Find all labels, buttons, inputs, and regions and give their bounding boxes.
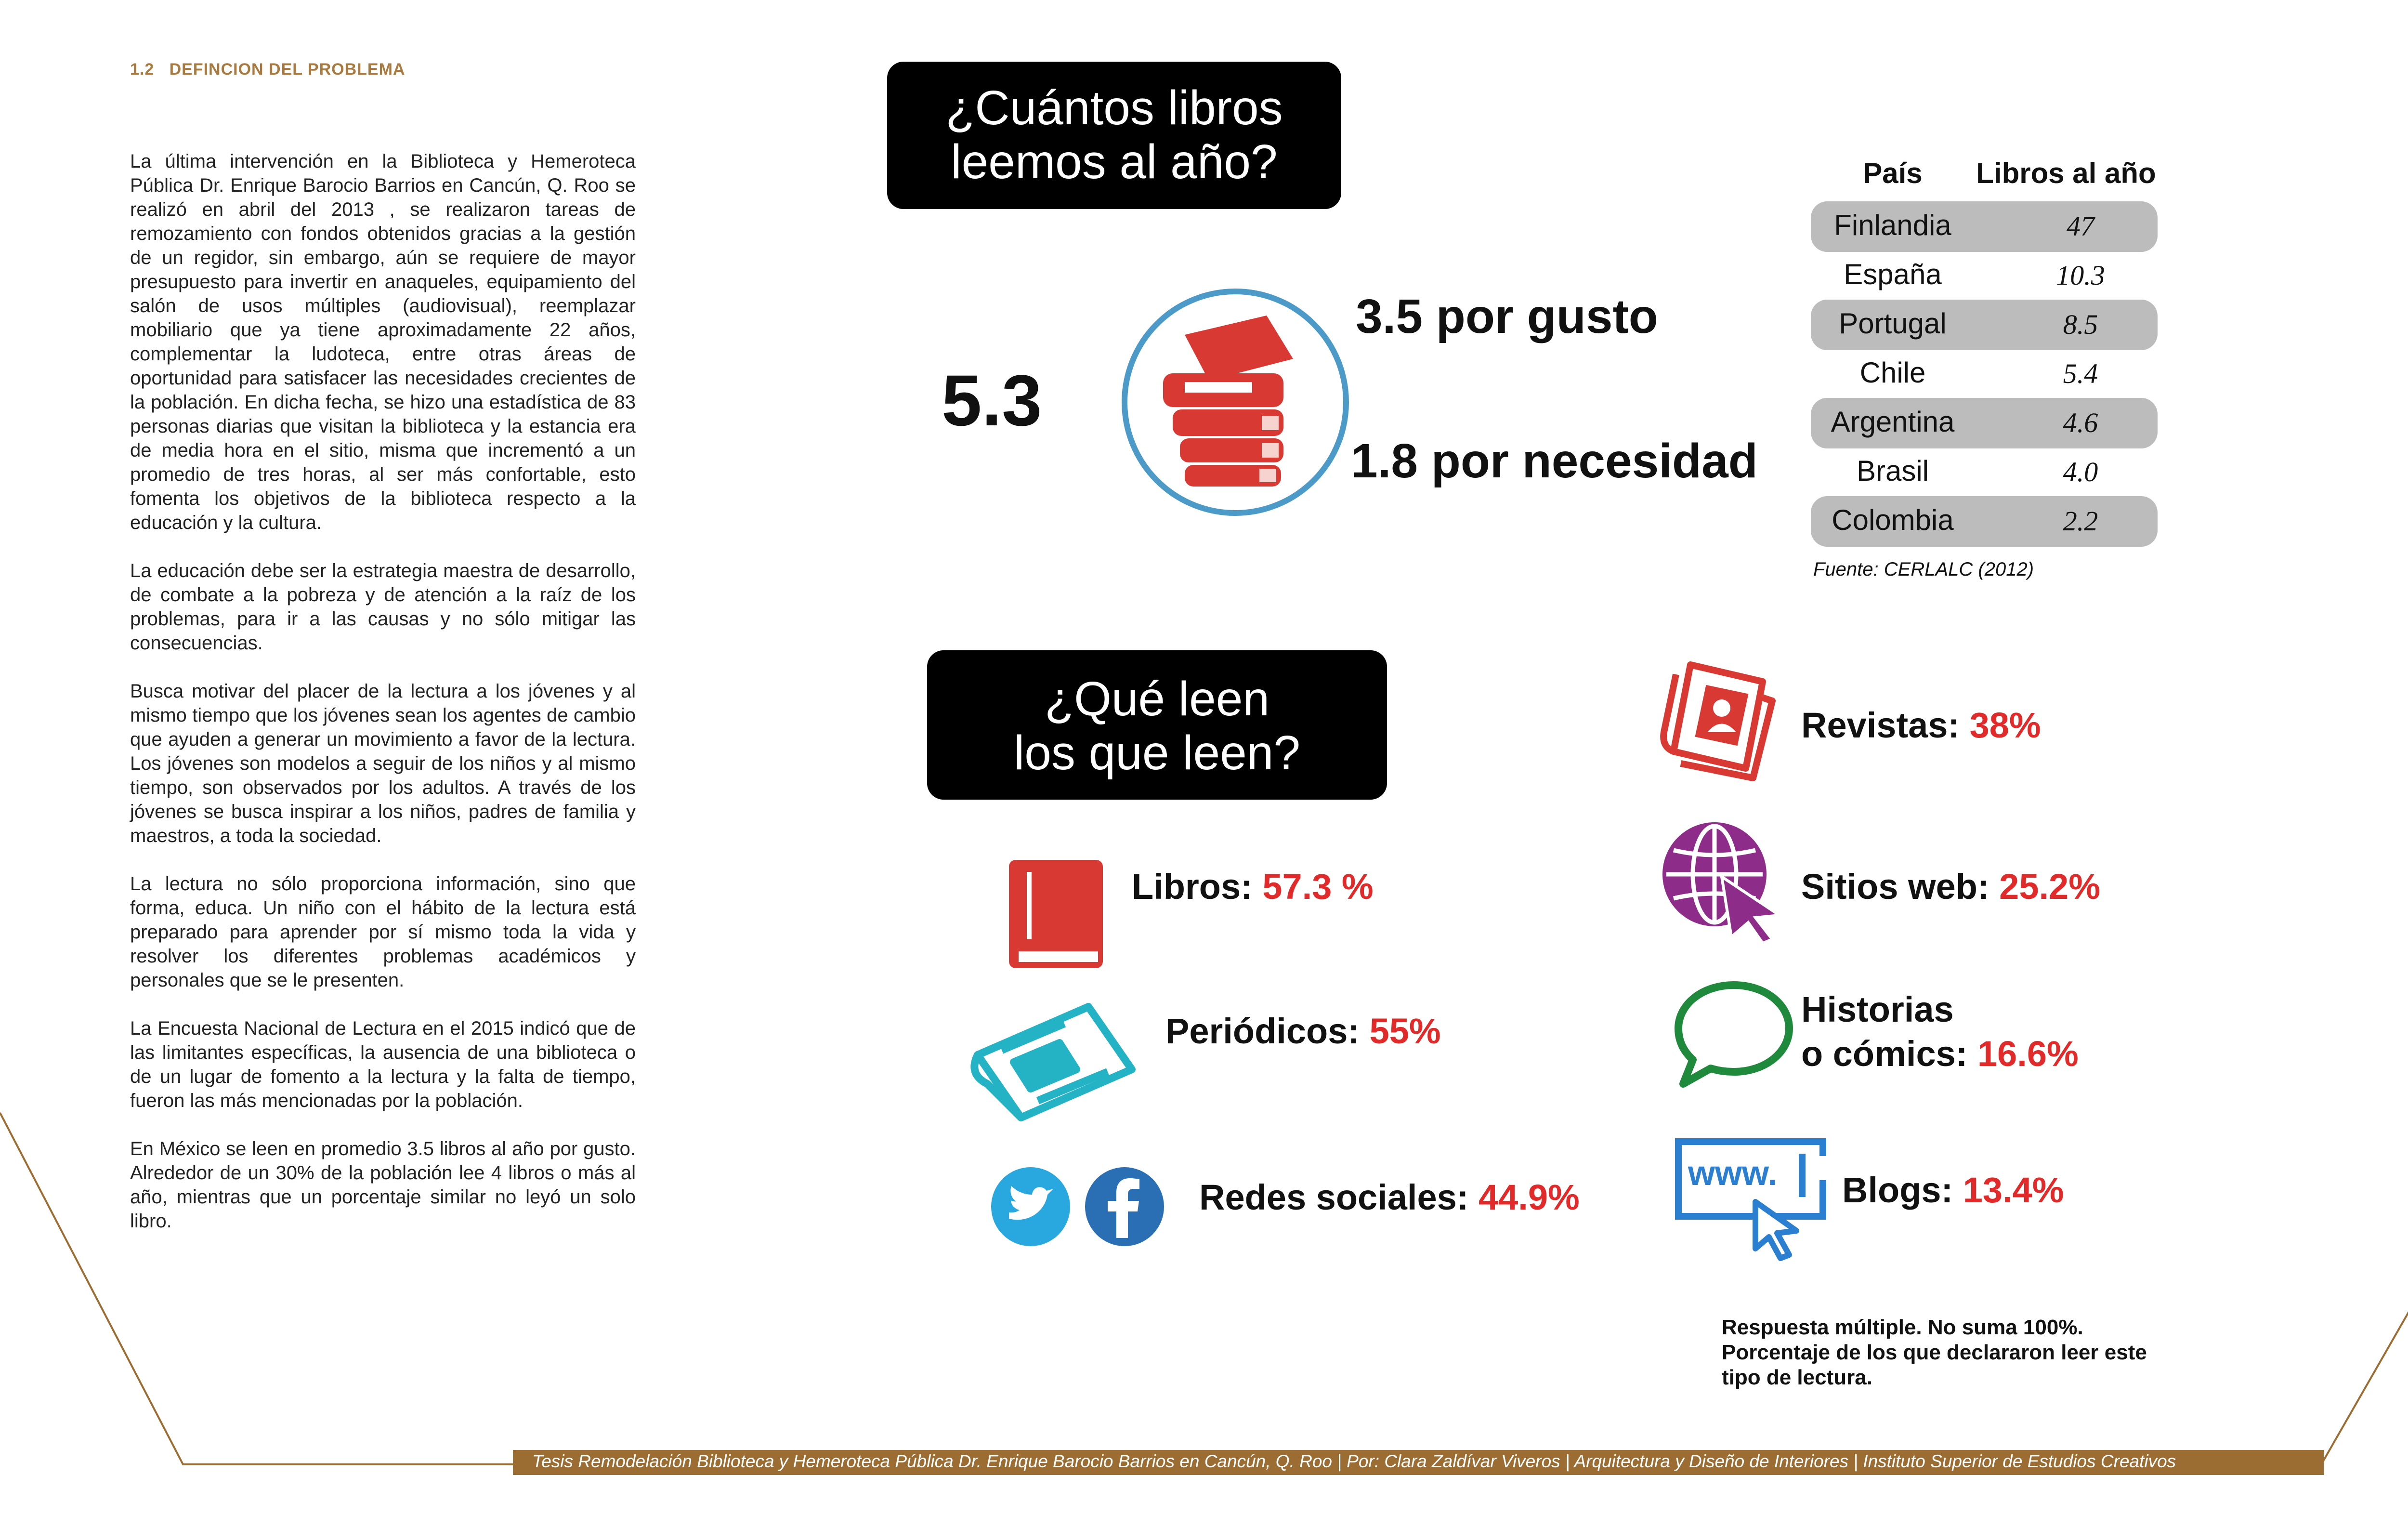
- table-row: [1811, 447, 2158, 498]
- table-cell-country: España: [1844, 258, 1942, 290]
- category-percent: 13.4%: [1963, 1170, 2064, 1210]
- category-percent: 25.2%: [1999, 867, 2100, 907]
- paragraph: La Encuesta Nacional de Lectura en el 2015 indicó que de las limitantes específicas, la ausencia de una biblioteca o de un lugar de fomento a la lectura y la falta de tiempo, fueron las más mencionadas por la población.: [130, 1018, 636, 1111]
- category-label: Blogs:: [1842, 1170, 1953, 1210]
- books-by-need: 1.8 por necesidad: [1351, 434, 1758, 488]
- category-label: Redes sociales:: [1199, 1177, 1469, 1217]
- category-label: Revistas:: [1801, 705, 1960, 745]
- title-line: leemos al año?: [951, 135, 1278, 189]
- body-text: [130, 149, 636, 1257]
- category-percent: 16.6%: [1977, 1034, 2079, 1074]
- table-row: [1811, 349, 2158, 399]
- category-revistas: [1801, 703, 2041, 748]
- title-line: los que leen?: [1014, 726, 1300, 780]
- facebook-icon: [1084, 1166, 1165, 1248]
- table-row: [1811, 300, 2158, 350]
- section-heading: [130, 60, 405, 79]
- category-label: o cómics:: [1801, 1034, 1968, 1074]
- section-number: 1.2: [130, 60, 155, 79]
- footer-text: Tesis Remodelación Biblioteca y Hemeroteca Pública Dr. Enrique Barocio Barrios en Cancún, Q. Roo | Por: Clara Zaldívar Viveros | Arquitectura y Diseño de Interiores | Instituto Superior de Estudios Creativos: [532, 1451, 2176, 1471]
- table-cell-value: 4.6: [2063, 407, 2098, 438]
- books-by-taste: 3.5 por gusto: [1356, 290, 1658, 343]
- globe-cursor-icon: [1659, 819, 1784, 944]
- www-cursor-icon: [1674, 1137, 1832, 1267]
- table-cell-country: Portugal: [1839, 307, 1947, 340]
- twitter-icon: [990, 1166, 1072, 1248]
- table-header-books: Libros al año: [1976, 157, 2156, 189]
- title-line: ¿Cuántos libros: [945, 81, 1283, 135]
- table-cell-value: 10.3: [2056, 260, 2105, 291]
- category-periodicos: [1165, 1009, 1441, 1053]
- table-cell-country: Brasil: [1856, 455, 1929, 487]
- category-label: Periódicos:: [1165, 1011, 1360, 1051]
- category-label: Sitios web:: [1801, 867, 1989, 907]
- books-per-year-title: [887, 62, 1341, 209]
- table-source: Fuente: CERLALC (2012): [1813, 559, 2034, 580]
- category-percent: 38%: [1969, 705, 2041, 745]
- magazine-icon: [1657, 655, 1782, 785]
- table-cell-value: 4.0: [2063, 456, 2098, 487]
- table-cell-value: 47: [2067, 211, 2094, 242]
- average-books-value: 5.3: [942, 360, 1042, 441]
- table-cell-value: 8.5: [2063, 309, 2098, 340]
- table-cell-country: Chile: [1859, 356, 1926, 389]
- paragraph: La última intervención en la Biblioteca y Hemeroteca Pública Dr. Enrique Barocio Barrios en Cancún, Q. Roo se realizó en abril del 2013 , se realizaron tareas de remozamiento con fondos obtenidos gracias a la gestión de un regidor, sin embargo, aún se requiere de mayor presupuesto para invertir en anaqueles, equipamiento del salón de usos múltiples (audiovisual), reemplazar mobiliario que ya tiene aproximadamente 22 años, complementar la ludoteca, entre otras áreas de oportunidad para satisfacer las necesidades crecientes de la población. En dicha fecha, se hizo una estadística de 83 personas diarias que visitan la biblioteca y la estancia era de media hora en el sitio, misma que incrementó a un promedio de tres horas, al ser más confortable, esto fomenta los objetivos de la biblioteca respecto a la educación y la cultura.: [130, 151, 636, 533]
- category-libros: [1132, 865, 1374, 909]
- book-icon: [1007, 857, 1108, 973]
- category-percent: 57.3 %: [1262, 867, 1374, 907]
- svg-text:www.: www.: [1688, 1154, 1778, 1193]
- section-title: DEFINCION DEL PROBLEMA: [169, 60, 406, 79]
- paragraph: Busca motivar del placer de la lectura a los jóvenes y al mismo tiempo que los jóvenes sean los agentes de cambio que ayuden a generar un movimiento a favor de la lectura. Los jóvenes son modelos a seguir de los niños y al mismo tiempo, son observados por los adultos. A través de los jóvenes se busca inspirar a los niños, padres de familia y maestros, a toda la sociedad.: [130, 681, 636, 846]
- table-cell-country: Argentina: [1831, 406, 1955, 438]
- survey-note: Respuesta múltiple. No suma 100%. Porcentaje de los que declararon leer este tipo de lectura.: [1722, 1316, 2147, 1389]
- newspaper-icon: [968, 997, 1141, 1127]
- title-line: ¿Qué leen: [1045, 672, 1269, 726]
- what-readers-read-title: [927, 650, 1387, 800]
- table-cell-country: Finlandia: [1834, 209, 1951, 241]
- category-label: Historias: [1801, 989, 1954, 1029]
- category-percent: 44.9%: [1478, 1177, 1580, 1217]
- paragraph: En México se leen en promedio 3.5 libros al año por gusto. Alrededor de un 30% de la población lee 4 libros o más al año, mientras que un porcentaje similar no leyó un solo libro.: [130, 1138, 636, 1232]
- table-row: [1811, 250, 2158, 301]
- table-row: [1811, 398, 2158, 448]
- category-blogs: [1842, 1168, 2064, 1212]
- table-cell-country: Colombia: [1832, 504, 1954, 536]
- table-cell-value: 5.4: [2063, 358, 2098, 389]
- paragraph: La lectura no sólo proporciona información, sino que forma, educa. Un niño con el hábito de la lectura está preparado para aprender por sí mismo toda la vida y resolver los diferentes problemas académicos y personales que se le presenten.: [130, 873, 636, 991]
- table-header-country: País: [1863, 157, 1923, 189]
- category-redes-sociales: [1199, 1175, 1580, 1220]
- table-row: [1811, 496, 2158, 547]
- speech-bubble-icon: [1671, 978, 1796, 1089]
- category-label: Libros:: [1132, 867, 1253, 907]
- table-row: [1811, 201, 2158, 252]
- table-cell-value: 2.2: [2063, 505, 2098, 537]
- paragraph: La educación debe ser la estrategia maestra de desarrollo, de combate a la pobreza y de atención a la raíz de los problemas, para ir a las causas y no sólo mitigar las consecuencias.: [130, 560, 636, 654]
- category-sitios-web: [1801, 865, 2100, 909]
- category-percent: 55%: [1369, 1011, 1441, 1051]
- books-stack-icon: [1117, 263, 1353, 542]
- category-historias: [1801, 987, 2079, 1076]
